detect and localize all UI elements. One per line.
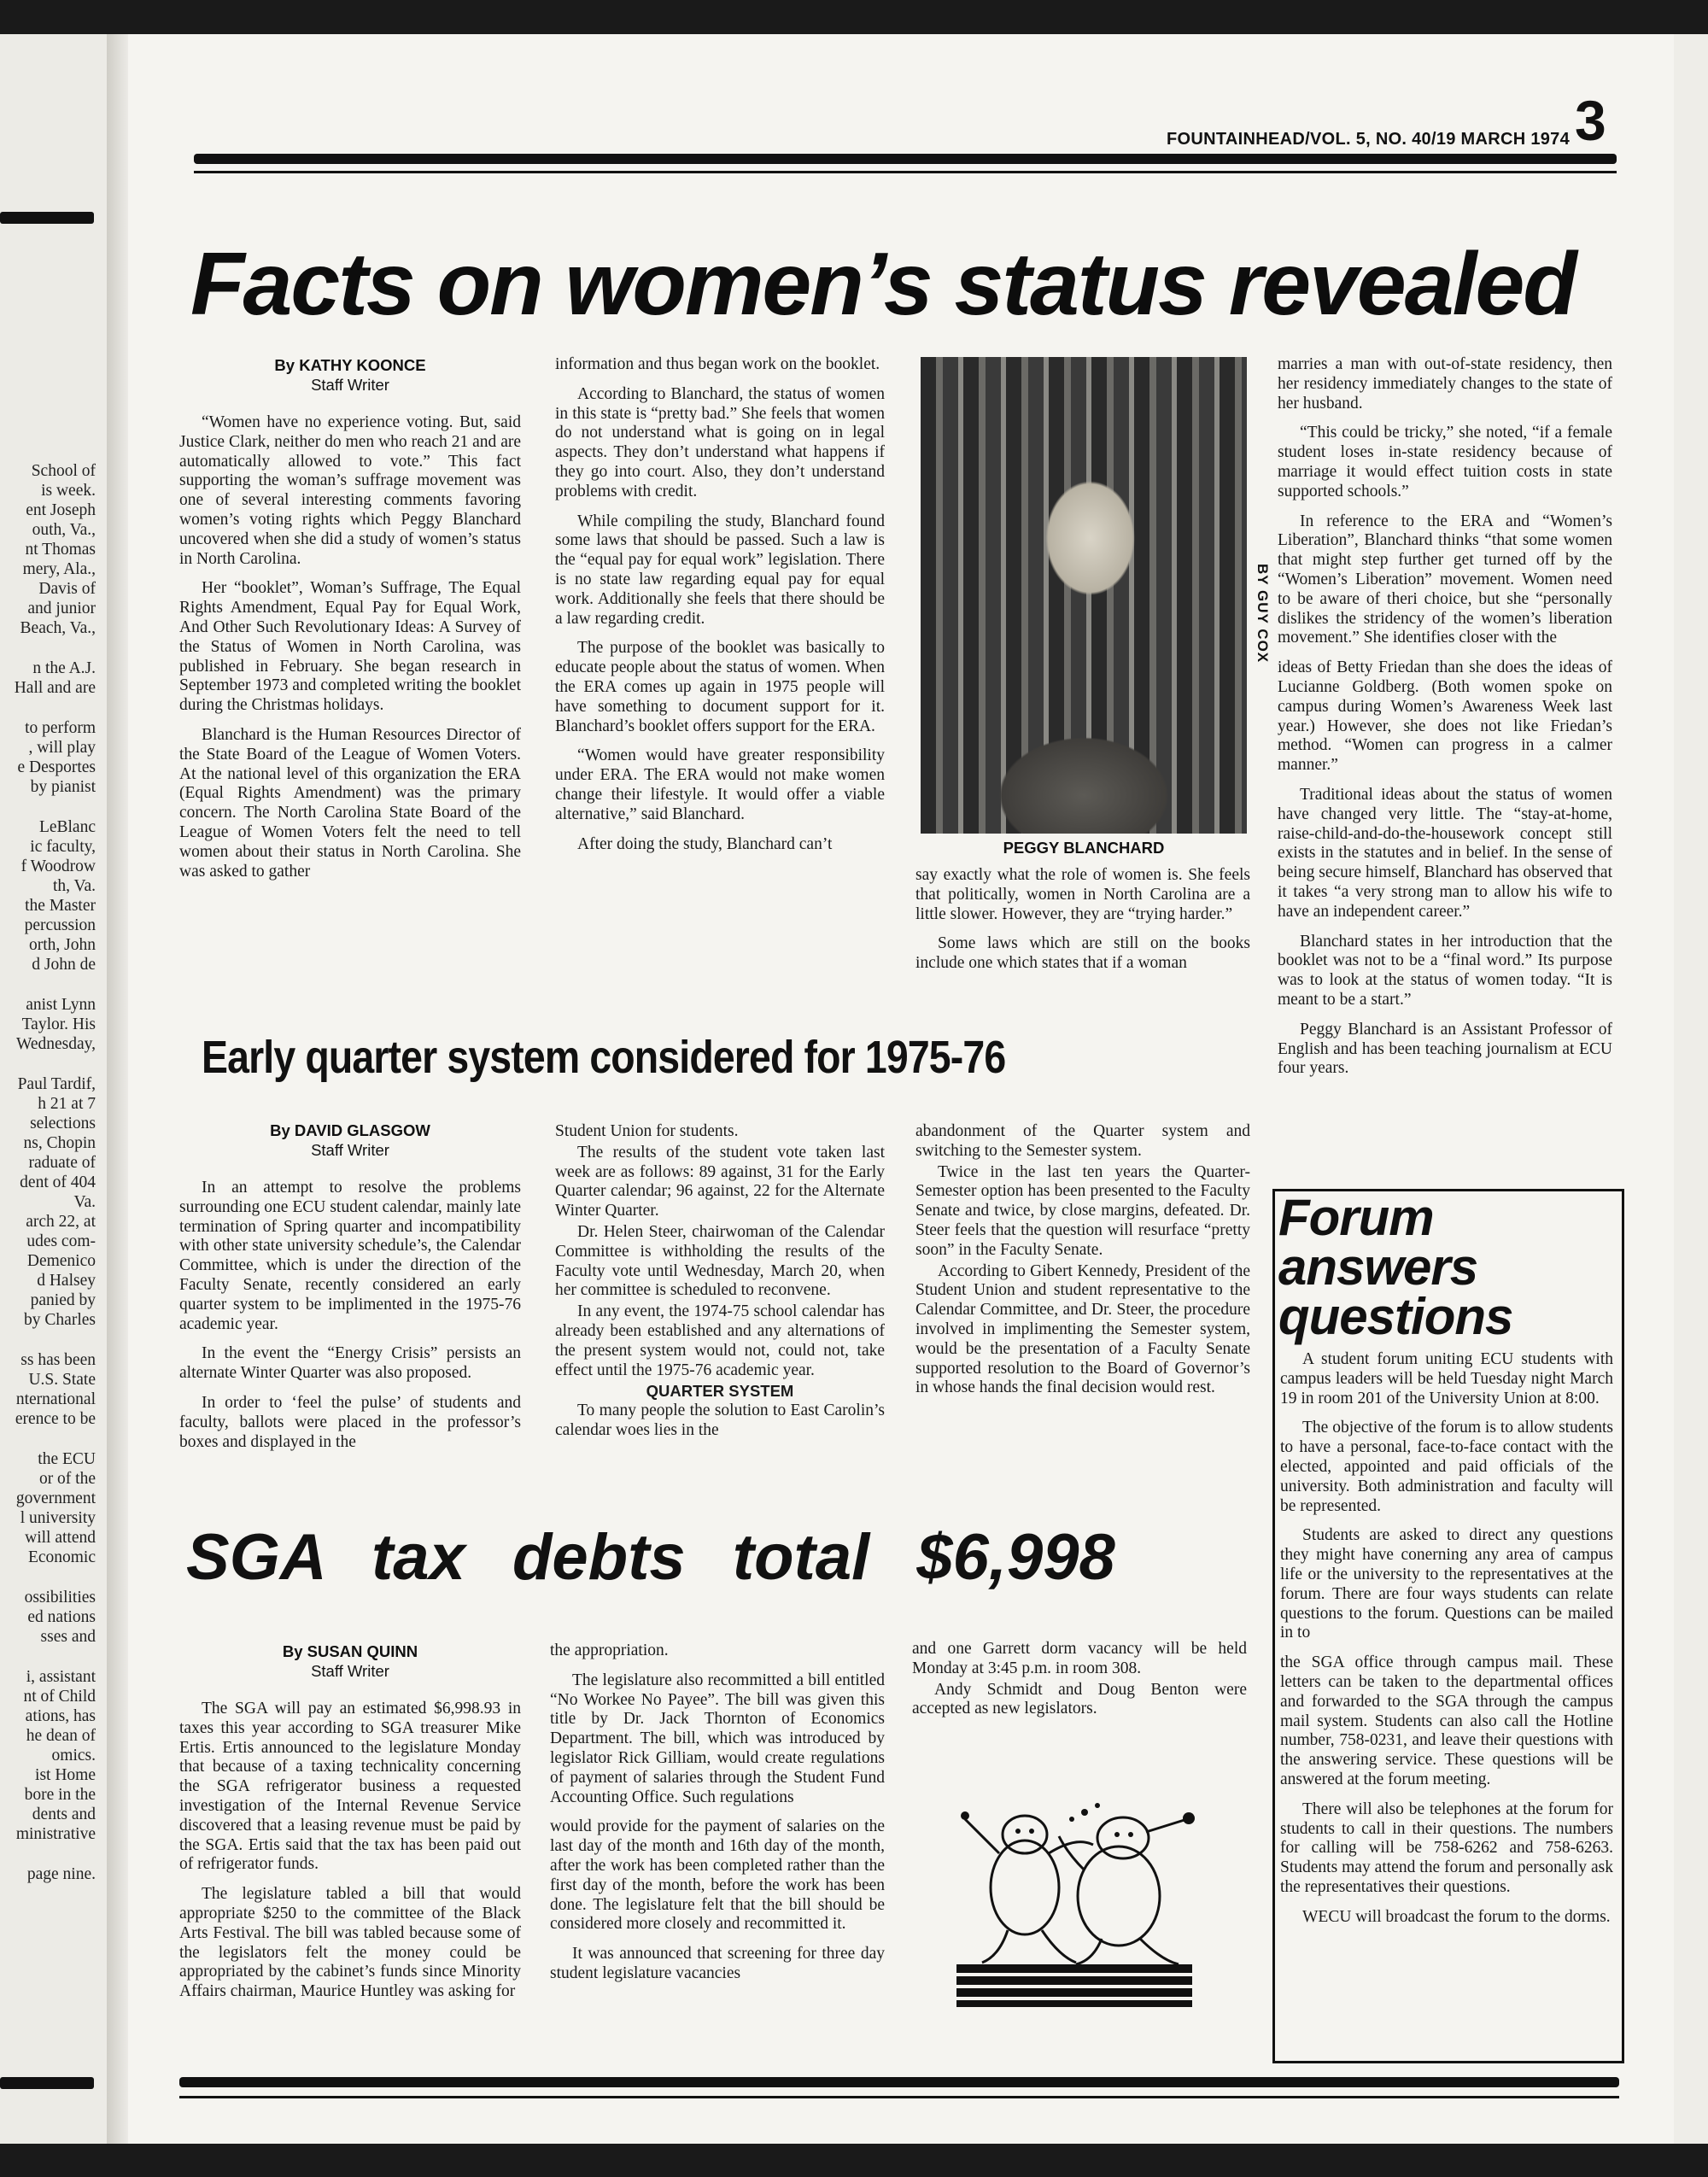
forum-box — [1272, 1189, 1624, 2063]
byline-role: Staff Writer — [311, 376, 389, 394]
paragraph: “Women would have greater responsibility under ERA. The ERA would not make women change their lifestyle. It would offer a viable alternative,” said Blanchard. — [555, 746, 885, 823]
prev-page-fragment: ed nations — [27, 1608, 96, 1626]
prev-page-fragment: LeBlanc — [38, 818, 96, 836]
headline-word: tax debts — [371, 1521, 686, 1594]
bottom-thin-rule — [179, 2096, 1619, 2098]
prev-page-fragment: udes com- — [26, 1232, 96, 1250]
paragraph: The legislature also recommitted a bill entitled “No Workee No Payee”. The bill was given this title by Dr. Jack Thornton of Economics Department. The bill, which was introduced by legislator Rick Gilliam, would create regulations of payment of salaries through the Student Fund Accounting Office. Such regulations — [550, 1671, 885, 1806]
paragraph: According to Gibert Kennedy, President of the Student Union and student representative to the Calendar Committee, and Dr. Steer, the procedure involved in implimenting the Semester system, would be the presentation of a Faculty Senate supported resolution to the Board of Governor’s in whose hands the final decision would rest. — [915, 1261, 1250, 1397]
prev-page-fragment: raduate of — [28, 1154, 96, 1172]
paragraph: WECU will broadcast the forum to the dorms. — [1302, 1907, 1611, 1926]
page-number: 3 — [1575, 89, 1606, 152]
folio-line: FOUNTAINHEAD/VOL. 5, NO. 40/19 MARCH 1974 — [1167, 130, 1571, 149]
photo-caption: PEGGY BLANCHARD — [1003, 839, 1165, 857]
paragraph: It was announced that screening for three day student legislature vacancies — [550, 1945, 885, 1982]
prev-page-fragment: Taylor. His — [21, 1015, 96, 1033]
prev-page-fragment: the Master — [25, 897, 96, 915]
prev-page-fragment: d John de — [32, 956, 96, 974]
prev-page-fragment: selections — [30, 1115, 96, 1132]
prev-page-fragment: panied by — [30, 1291, 96, 1309]
byline-role: Staff Writer — [311, 1662, 389, 1680]
paragraph: There will also be telephones at the forum for students to call in their questions. The numbers for calling will be 758-6262 and 758-6263. Students may attend the forum and personally ask the representatives their questions. — [1280, 1800, 1613, 1896]
paragraph: the appropriation. — [550, 1642, 669, 1659]
prev-page-fragment: ns, Chopin — [23, 1134, 96, 1152]
prev-page-fragment: page nine. — [26, 1865, 96, 1883]
page-edge — [1674, 34, 1708, 2144]
byline-name: By SUSAN QUINN — [282, 1642, 418, 1660]
prev-page-fragment: School of — [31, 462, 96, 480]
top-rule — [194, 154, 1617, 164]
prev-page-fragment: the ECU — [38, 1450, 96, 1468]
headline-word: $6,998 — [916, 1521, 1115, 1594]
cartoon-drawing — [948, 1794, 1201, 2016]
prev-page-fragment: or of the — [38, 1470, 96, 1488]
paragraph: The objective of the forum is to allow students to have a personal, face-to-face contact with the elected, appointed and paid officials of the university. Both administration and faculty will be represented. — [1280, 1419, 1613, 1515]
prev-page-fragment: ss has been — [20, 1351, 96, 1369]
paragraph: Traditional ideas about the status of women have changed very little. The “stay-at-home, raise-child-and-do-the-housework concept still exists in the statutes and in belief. In the sense of being secure himself, Blanchard has observed that it takes “a very strong man to allow his wife to have an independent career.” — [1278, 785, 1612, 921]
paragraph: say exactly what the role of women is. She feels that politically, women in North Carolina are a little slower. However, they are “trying harder.” — [915, 866, 1250, 923]
byline-role: Staff Writer — [311, 1141, 389, 1159]
prev-page-fragment: omics. — [51, 1747, 96, 1764]
paragraph: After doing the study, Blanchard can’t — [577, 834, 833, 853]
paragraph: To many people the solution to East Carolin’s calendar woes lies in the — [555, 1402, 885, 1439]
prev-page-fragment: nternational — [15, 1390, 96, 1408]
prev-page-fragment: Paul Tardif, — [17, 1075, 96, 1093]
prev-page-fragment: d Halsey — [37, 1272, 96, 1290]
prev-page-fragment: ic faculty, — [30, 838, 96, 856]
prev-page-fragment: sses and — [40, 1628, 96, 1646]
paragraph: In the event the “Energy Crisis” persists an alternate Winter Quarter was also proposed. — [179, 1344, 521, 1383]
photo-credit: BY GUY COX — [1255, 564, 1271, 664]
paragraph: ideas of Betty Friedan than she does the ideas of Lucianne Goldberg. (Both women spoke on campus during Women’s Awareness Week last year.) However, she does not like Friedan’s method. “Women can progress in a calmer manner.” — [1278, 658, 1612, 775]
prev-page-fragment: Davis of — [38, 580, 96, 598]
forum-headline-line: answers — [1278, 1238, 1478, 1296]
paragraph: and one Garrett dorm vacancy will be held Monday at 3:45 p.m. in room 308. — [912, 1640, 1247, 1677]
headline-word: total — [732, 1521, 870, 1594]
article1-column-4 — [1278, 355, 1612, 1089]
prev-page-fragment: and junior — [27, 600, 96, 617]
byline — [179, 1121, 521, 1160]
newspaper-page — [128, 34, 1674, 2144]
prev-page-fragment: th, Va. — [52, 877, 96, 895]
paragraph: In any event, the 1974-75 school calendar has already been established and any alternations of the present system would not, could not, take effect until the 1975-76 academic year. — [555, 1302, 885, 1379]
prev-page-fragment: , will play — [28, 739, 96, 757]
paragraph: the SGA office through campus mail. These letters can be taken to the departmental offices and forwarded to the SGA through the campus mail system. Students can also call the Hotline number, 758-0231, and leave their questions with the answering service. These questions will be answered at the forum meeting. — [1280, 1653, 1613, 1788]
torn-rule — [0, 212, 94, 224]
prev-page-fragment: he dean of — [26, 1727, 96, 1745]
paragraph: Peggy Blanchard is an Assistant Professor of English and has been teaching journalism at ECU four years. — [1278, 1020, 1612, 1078]
byline — [179, 355, 521, 395]
prev-page-fragment: anist Lynn — [26, 996, 96, 1014]
byline-name: By KATHY KOONCE — [274, 356, 426, 374]
paragraph: The legislature tabled a bill that would appropriate $250 to the committee of the Black Arts Festival. The bill was tabled because some of the legislators felt the money could be appropriated by the cabinet’s funds since Minority Affairs chairman, Maurice Huntley was asking for — [179, 1885, 521, 2001]
paragraph: Some laws which are still on the books include one which states that if a woman — [915, 934, 1250, 973]
paragraph: “This could be tricky,” she noted, “if a female student loses in-state residency because of marriage it would effect tuition costs in state supported schools.” — [1278, 424, 1612, 500]
paragraph: While compiling the study, Blanchard found some laws that should be passed. Such a law is the “equal pay for equal work” legislation. There is no state law regarding equal pay for equal work. Additionally she feels that there should be a law regarding credit. — [555, 512, 885, 628]
paragraph: marries a man with out-of-state residency, then her residency immediately changes to the state of her husband. — [1278, 355, 1612, 413]
forum-headline — [1278, 1189, 1513, 1345]
paragraph: In reference to the ERA and “Women’s Liberation”, Blanchard thinks “that some women that might step further get turned off by the “Women’s Liberation” movement. Women need to be aware of theri choice, but she “personally dislikes the stridency of the women’s liberation movement.” She identifies closer with the — [1278, 512, 1612, 647]
paragraph: Student Union for students. — [555, 1122, 739, 1140]
prev-page-fragment: e Desportes — [17, 758, 96, 776]
article2-column-2 — [555, 1122, 885, 1451]
article2-column-1 — [179, 1179, 521, 1462]
paragraph: Blanchard states in her introduction that the booklet was not to be a “final word.” Its purpose was to look at the status of women today. “It is meant to be a start.” — [1278, 932, 1612, 1009]
paragraph: The purpose of the booklet was basically to educate people about the status of women. When the ERA comes up again in 1975 people will have something to document support for it. Blanchard’s booklet offers support for the ERA. — [555, 639, 885, 735]
prev-page-fragment: h 21 at 7 — [38, 1095, 96, 1113]
prev-page-fragment: by Charles — [24, 1311, 96, 1329]
prev-page-fragment: by pianist — [30, 778, 96, 796]
paragraph: Students are asked to direct any questions they might have conerning any area of campus life or the university to the representatives at the forum. There are four ways students can relate questions to the forum. Questions can be mailed in to — [1280, 1526, 1613, 1642]
paragraph: In order to ‘feel the pulse’ of students and faculty, ballots were placed in the professor’s boxes and displayed in the — [179, 1393, 521, 1451]
prev-page-fragment: government — [15, 1489, 96, 1507]
cartoon-illustration — [948, 1794, 1201, 2016]
prev-page-fragment: i, assistant — [26, 1668, 96, 1686]
paragraph: Dr. Helen Steer, chairwoman of the Calendar Committee is withholding the results of the Faculty vote until Wednesday, March 20, when her committee is scheduled to reconvene. — [555, 1222, 885, 1300]
torn-rule — [0, 2077, 94, 2089]
prev-page-fragment: to perform — [25, 719, 96, 737]
forum-headline-line: Forum — [1278, 1189, 1434, 1246]
prev-page-fragment: n the A.J. — [32, 659, 96, 677]
prev-page-fragment: dent of 404 — [20, 1173, 96, 1191]
prev-page-fragment: Beach, Va., — [20, 619, 96, 637]
forum-headline-line: questions — [1278, 1288, 1513, 1345]
article1-column-3 — [915, 866, 1250, 984]
paragraph: abandonment of the Quarter system and switching to the Semester system. — [915, 1122, 1250, 1160]
prev-page-fragment: Hall and are — [14, 679, 96, 697]
subhead-quarter-system: QUARTER SYSTEM — [646, 1382, 794, 1401]
byline — [179, 1642, 521, 1681]
paragraph: Twice in the last ten years the Quarter-Semester option has been presented to the Faculty Senate and twice, by close margins, defeated. Dr. Steer feels that the question will resurface “pretty soon” in the Faculty Senate. — [915, 1162, 1250, 1259]
prev-page-fragment: Economic — [27, 1548, 96, 1566]
paragraph: Blanchard is the Human Resources Director of the State Board of the League of Women Voters. At the national level of this organization the ERA (Equal Rights Amendment) was the primary concern. The North Carolina State Board of the League of Women Voters felt the need to tell women about their status in North Carolina. She was asked to gather — [179, 725, 521, 881]
paragraph: Andy Schmidt and Doug Benton were accepted as new legislators. — [912, 1680, 1247, 1718]
prev-page-fragment: percussion — [24, 916, 96, 934]
prev-page-fragment: Demenico — [26, 1252, 96, 1270]
article3-column-1 — [179, 1700, 521, 2012]
paragraph: In an attempt to resolve the problems surrounding one ECU student calendar, mainly late termination of Spring quarter and incompatibility with other state university schedule’s, the Calendar Committee, which is under the direction of the Faculty Senate, recently considered an early quarter system to be implimented in the 1975-76 academic year. — [179, 1179, 521, 1333]
paragraph: information and thus began work on the booklet. — [555, 355, 880, 373]
prev-page-fragment: arch 22, at — [26, 1213, 96, 1231]
prev-page-fragment: nt Thomas — [25, 541, 96, 559]
paragraph: The results of the student vote taken last week are as follows: 89 against, 31 for the Early Quarter calendar; 96 against, 22 for the Alternate Winter Quarter. — [555, 1143, 885, 1220]
prev-page-fragment: bore in the — [24, 1786, 96, 1804]
prev-page-fragment: mery, Ala., — [22, 560, 96, 578]
paragraph: would provide for the payment of salaries on the last day of the month and 16th day of the month, after the work has been completed rather than the first day of the month, before the work has been done. The legislature felt that the bill should be considered more closely and recommitted it. — [550, 1817, 885, 1934]
paragraph: The SGA will pay an estimated $6,998.93 in taxes this year according to SGA treasurer Mike Ertis. Ertis announced to the legislature Monday that because of a taxing technicality concerning the SGA refrigerator business a requested investigation of the Internal Revenue Service discovered that a leasing revenue must be paid by the SGA. Ertis said that the tax has been paid out of refrigerator funds. — [179, 1700, 521, 1874]
headline-word: SGA — [186, 1521, 325, 1594]
paragraph: According to Blanchard, the status of women in this state is “pretty bad.” She feels that women do not understand what is going on in legal aspects. They don’t understand what happens if they go into court. Also, they don’t understand problems with credit. — [555, 384, 885, 500]
prev-page-fragment: dents and — [32, 1805, 96, 1823]
article3-column-3 — [912, 1640, 1247, 1729]
article3-column-2 — [550, 1642, 885, 1994]
prev-page-fragment: Va. — [73, 1193, 96, 1211]
article1-column-1 — [179, 413, 521, 892]
prev-page-fragment: l university — [20, 1509, 96, 1527]
prev-page-fragment: ations, has — [25, 1707, 96, 1725]
article2-column-3 — [915, 1122, 1250, 1408]
prev-page-fragment: Wednesday, — [15, 1035, 96, 1053]
prev-page-fragment: nt of Child — [23, 1688, 96, 1706]
prev-page-fragment: ent Joseph — [26, 501, 96, 519]
article1-column-2 — [555, 355, 885, 864]
paragraph: A student forum uniting ECU students with campus leaders will be held Tuesday night March 19 in room 201 of the University Union at 8:00. — [1280, 1350, 1613, 1407]
top-thin-rule — [194, 171, 1617, 173]
paragraph: “Women have no experience voting. But, said Justice Clark, neither do men who reach 21 and are automatically allowed to vote.” This fact supporting the woman’s suffrage movement was one of several interesting comments favoring women’s voting rights which Peggy Blanchard uncovered when she did a study of women’s status in North Carolina. — [179, 413, 521, 568]
portrait-photo — [921, 357, 1247, 834]
prev-page-fragment: ministrative — [15, 1825, 96, 1843]
prev-page-fragment: orth, John — [29, 936, 96, 954]
headline-sga-tax-debts — [186, 1521, 1115, 1594]
headline-quarter-system: Early quarter system considered for 1975-76 — [202, 1032, 1006, 1083]
paragraph: Her “booklet”, Woman’s Suffrage, The Equal Rights Amendment, Equal Pay for Equal Work, And Other Such Revolutionary Ideas: A Survey of the Status of Women in North Carolina, was published in February. She began research in September 1973 and completed writing the booklet during the Christmas holidays. — [179, 579, 521, 715]
previous-page-strip — [0, 34, 107, 2144]
headline-womens-status: Facts on women’s status revealed — [190, 235, 1576, 334]
byline-name: By DAVID GLASGOW — [270, 1121, 430, 1139]
prev-page-fragment: erence to be — [15, 1410, 96, 1428]
prev-page-fragment: ossibilities — [24, 1589, 96, 1606]
prev-page-fragment: outh, Va., — [32, 521, 96, 539]
prev-page-fragment: will attend — [25, 1529, 96, 1547]
prev-page-fragment: f Woodrow — [20, 857, 96, 875]
bottom-rule — [179, 2077, 1619, 2087]
prev-page-fragment: ist Home — [35, 1766, 96, 1784]
prev-page-fragment: is week. — [41, 482, 96, 500]
forum-body — [1280, 1350, 1613, 1938]
prev-page-fragment: U.S. State — [28, 1371, 96, 1389]
